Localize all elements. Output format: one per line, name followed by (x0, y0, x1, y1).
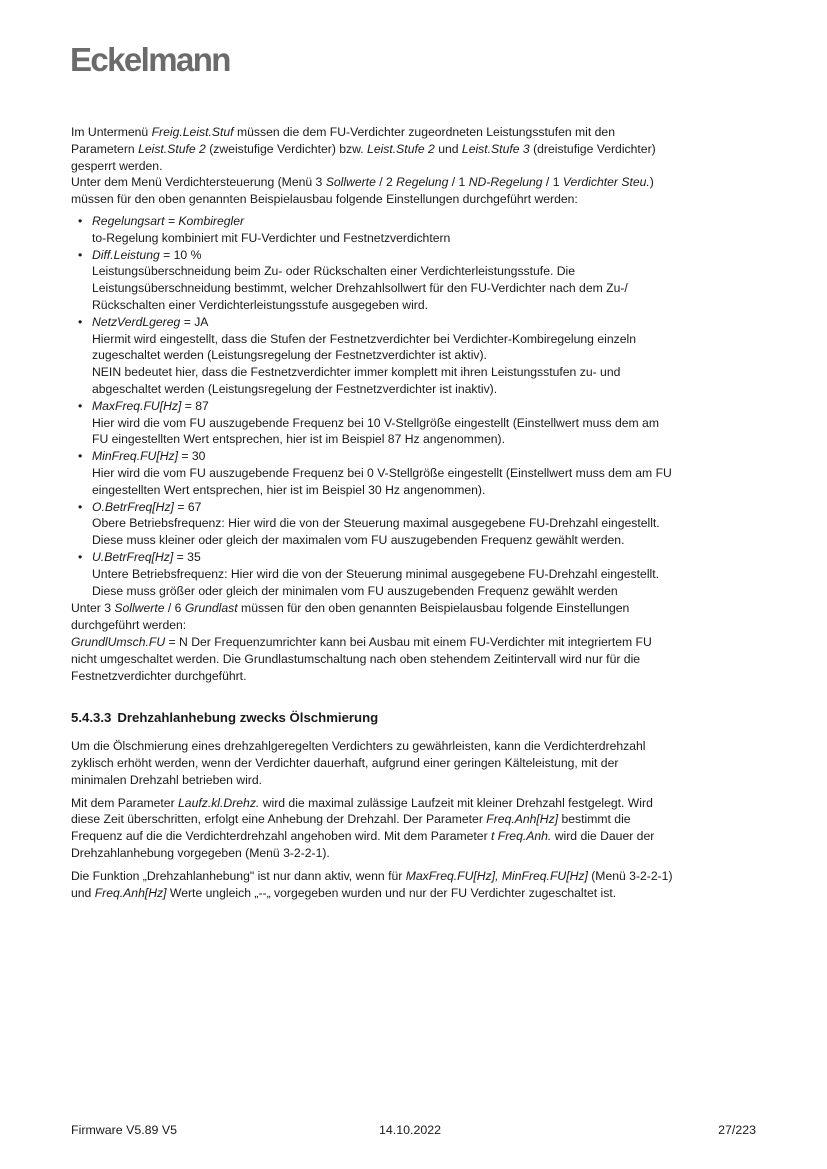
section-paragraph (71, 738, 761, 788)
parameter-name: MaxFreq.FU[Hz] (92, 398, 182, 413)
text-line: Die Funktion „Drehzahlanhebung" ist nur dann aktiv, wenn für MaxFreq.FU[Hz], MinFreq.FU[Hz] (Menü 3-2-2-1) (71, 868, 673, 883)
list-item (92, 213, 761, 247)
item-description: Hier wird die vom FU auszugebende Frequenz bei 0 V-Stellgröße eingestellt (Einstellwert muss dem am FU (92, 465, 672, 480)
text-line: Festnetzverdichter durchgeführt. (71, 668, 247, 683)
text-line: und Freq.Anh[Hz] Werte ungleich „--„ vorgegeben wurden und nur der FU Verdichter zugeschaltet ist. (71, 885, 617, 900)
text-line: minimalen Drehzahl betrieben wird. (71, 772, 263, 787)
page-number: 27/223 (718, 1123, 756, 1137)
parameter-name: U.BetrFreq[Hz] (92, 549, 174, 564)
text-line: durchgeführt werden: (71, 618, 187, 633)
text-line: Unter 3 Sollwerte / 6 Grundlast müssen für den oben genannten Beispielausbau folgende Einstellungen (71, 601, 630, 616)
text-line: Um die Ölschmierung eines drehzahlgeregelten Verdichters zu gewährleisten, kann die Verdichterdrehzahl (71, 739, 646, 754)
item-description: Hiermit wird eingestellt, dass die Stufen der Festnetzverdichter bei Verdichter-Kombiregelung einzeln (92, 331, 636, 346)
item-description: Leistungsüberschneidung beim Zu- oder Rückschalten einer Verdichterleistungsstufe. Die (92, 264, 576, 279)
item-description: Rückschalten einer Verdichterleistungsstufe ausgegeben wird. (92, 297, 429, 312)
parameter-name: Diff.Leistung (92, 247, 160, 262)
intro-line: Parametern Leist.Stufe 2 (zweistufige Verdichter) bzw. Leist.Stufe 2 und Leist.Stufe 3 (dreistufige Verdichter) (71, 141, 656, 156)
intro-line: müssen für den oben genannten Beispielausbau folgende Einstellungen durchgeführt werden: (71, 192, 578, 207)
page-footer (71, 1122, 756, 1140)
section-heading (71, 709, 761, 727)
text-line: Mit dem Parameter Laufz.kl.Drehz. wird die maximal zulässige Laufzeit mit kleiner Drehzahl festgelegt. Wird (71, 795, 653, 810)
item-description: zugeschaltet werden (Leistungsregelung der Festnetzverdichter ist aktiv). (92, 348, 487, 363)
parameter-name: MinFreq.FU[Hz] (92, 449, 178, 464)
list-item: • MinFreq.FU[Hz] = 30 Hier wird die vom FU auszugebende Frequenz bei 0 V-Stellgröße eingestellt (Einstellwert muss dem am FU eingestellten Wert entsprechen, hier ist im Beispiel 30 Hz angenommen). (92, 448, 761, 498)
company-logo: Eckelmann (70, 41, 230, 78)
text-line: nicht umgeschaltet werden. Die Grundlastumschaltung nach oben stehendem Zeitintervall wird nur für die (71, 651, 641, 666)
item-description: Leistungsüberschneidung bestimmt, welcher Drehzahlsollwert für den FU-Verdichter nach dem Zu-/ (92, 281, 628, 296)
intro-paragraph (71, 124, 761, 208)
section-title: Drehzahlanhebung zwecks Ölschmierung (117, 710, 379, 726)
item-description: Obere Betriebsfrequenz: Hier wird die von der Steuerung maximal ausgegebene FU-Drehzahl eingestellt. (92, 516, 660, 531)
list-item: • MaxFreq.FU[Hz] = 87 Hier wird die vom FU auszugebende Frequenz bei 10 V-Stellgröße eingestellt (Einstellwert muss dem am FU eingestellten Wert entsprechen, hier ist im Beispiel 87 Hz angenommen). (92, 398, 761, 448)
text-line: diese Zeit überschritten, erfolgt eine Anhebung der Drehzahl. Der Parameter Freq.Anh[Hz] bestimmt die (71, 812, 631, 827)
section-paragraph (71, 868, 761, 902)
item-description: FU eingestellten Wert entsprechen, hier ist im Beispiel 87 Hz angenommen). (92, 432, 505, 447)
section-paragraph (71, 795, 761, 862)
parameter-name: O.BetrFreq[Hz] (92, 499, 174, 514)
item-description: Diese muss größer oder gleich der minimalen vom FU auszugebenden Frequenz gewählt werden (92, 583, 618, 598)
intro-line: Im Untermenü Freig.Leist.Stuf müssen die dem FU-Verdichter zugeordneten Leistungsstufen mit den (71, 125, 615, 139)
item-description: Hier wird die vom FU auszugebende Frequenz bei 10 V-Stellgröße eingestellt (Einstellwert muss dem am (92, 415, 659, 430)
item-description: abgeschaltet werden (Leistungsregelung der Festnetzverdichter ist inaktiv). (92, 381, 498, 396)
grundlast-paragraph (71, 600, 761, 684)
list-item: • Diff.Leistung = 10 % Leistungsüberschneidung beim Zu- oder Rückschalten einer Verdichterleistungsstufe. Die Leistungsüberschneidung bestimmt, welcher Drehzahlsollwert für den FU-Verdichter nach dem Zu-/ Rückschalten einer Verdichterleistungsstufe ausgegeben wird. (92, 247, 761, 314)
page-content (71, 124, 761, 907)
list-item: • U.BetrFreq[Hz] = 35 Untere Betriebsfrequenz: Hier wird die von der Steuerung minimal ausgegebene FU-Drehzahl eingestellt. Diese muss größer oder gleich der minimalen vom FU auszugebenden Frequenz gewählt werden (92, 549, 761, 599)
section-number: 5.4.3.3 (71, 710, 112, 726)
item-description: Diese muss kleiner oder gleich der maximalen vom FU auszugebenden Frequenz gewählt werden. (92, 533, 625, 548)
text-line: Frequenz auf die die Verdichterdrehzahl angehoben wird. Mit dem Parameter t Freq.Anh. wird die Dauer der (71, 829, 655, 844)
text-line: GrundlUmsch.FU = N Der Frequenzumrichter kann bei Ausbau mit einem FU-Verdichter mit integriertem FU (71, 634, 652, 649)
list-item: • NetzVerdLgereg = JA Hiermit wird eingestellt, dass die Stufen der Festnetzverdichter bei Verdichter-Kombiregelung einzeln zugeschaltet werden (Leistungsregelung der Festnetzverdichter ist aktiv). NEIN bedeutet hier, dass die Festnetzverdichter immer komplett mit ihren Leistungsstufen zu- und abgeschaltet werden (Leistungsregelung der Festnetzverdichter ist inaktiv). (92, 314, 761, 398)
document-date: 14.10.2022 (379, 1123, 442, 1137)
firmware-version: Firmware V5.89 V5 (71, 1123, 178, 1137)
parameter-name: NetzVerdLgereg (92, 314, 181, 329)
item-description: Untere Betriebsfrequenz: Hier wird die von der Steuerung minimal ausgegebene FU-Drehzahl eingestellt. (92, 566, 660, 581)
item-description: to-Regelung kombiniert mit FU-Verdichter und Festnetzverdichtern (92, 230, 451, 245)
text-line: Drehzahlanhebung vorgegeben (Menü 3-2-2-1). (71, 846, 330, 861)
intro-line: gesperrt werden. (71, 158, 163, 173)
intro-line: Unter dem Menü Verdichtersteuerung (Menü 3 Sollwerte / 2 Regelung / 1 ND-Regelung / 1 Verdichter Steu.) (71, 175, 654, 190)
parameter-name: Regelungsart = Kombiregler (92, 213, 245, 228)
item-description: eingestellten Wert entsprechen, hier ist im Beispiel 30 Hz angenommen). (92, 482, 486, 497)
list-item: • O.BetrFreq[Hz] = 67 Obere Betriebsfrequenz: Hier wird die von der Steuerung maximal ausgegebene FU-Drehzahl eingestellt. Diese muss kleiner oder gleich der maximalen vom FU auszugebenden Frequenz gewählt werden. (92, 499, 761, 549)
item-description: NEIN bedeutet hier, dass die Festnetzverdichter immer komplett mit ihren Leistungsstufen zu- und (92, 365, 621, 380)
text-line: zyklisch erhöht werden, wenn der Verdichter dauerhaft, aufgrund einer geringen Kälteleistung, mit der (71, 756, 619, 771)
parameter-list (71, 213, 761, 599)
